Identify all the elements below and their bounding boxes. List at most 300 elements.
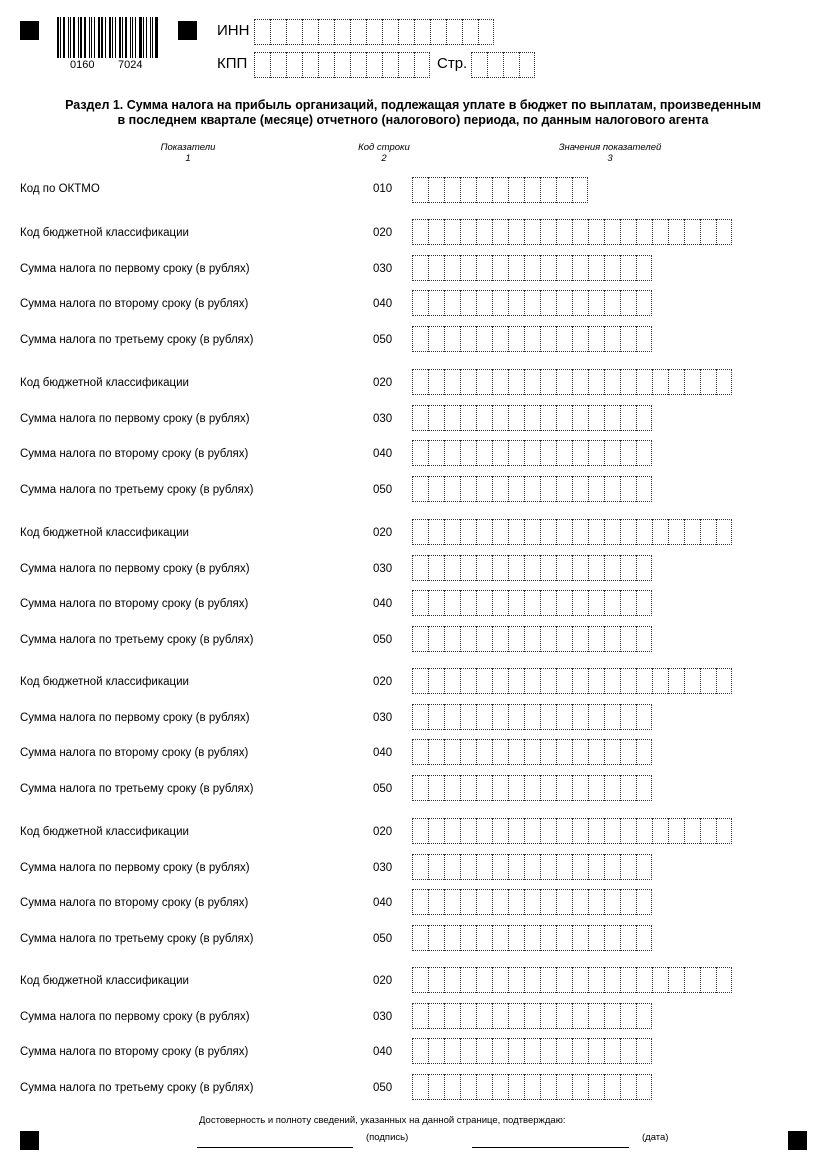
kbk-field[interactable] xyxy=(412,967,732,993)
char-cell[interactable] xyxy=(460,1074,476,1100)
char-cell[interactable] xyxy=(524,739,540,765)
char-cell[interactable] xyxy=(556,818,572,844)
char-cell[interactable] xyxy=(668,668,684,694)
char-cell[interactable] xyxy=(604,668,620,694)
char-cell[interactable] xyxy=(492,1038,508,1064)
tax-second-term-field[interactable] xyxy=(412,889,652,915)
char-cell[interactable] xyxy=(604,476,620,502)
char-cell[interactable] xyxy=(572,854,588,880)
char-cell[interactable] xyxy=(508,818,524,844)
char-cell[interactable] xyxy=(428,476,444,502)
char-cell[interactable] xyxy=(588,405,604,431)
char-cell[interactable] xyxy=(636,405,652,431)
char-cell[interactable] xyxy=(556,925,572,951)
char-cell[interactable] xyxy=(460,405,476,431)
char-cell[interactable] xyxy=(604,369,620,395)
char-cell[interactable] xyxy=(428,854,444,880)
char-cell[interactable] xyxy=(540,590,556,616)
char-cell[interactable] xyxy=(412,925,428,951)
char-cell[interactable] xyxy=(492,818,508,844)
char-cell[interactable] xyxy=(636,704,652,730)
char-cell[interactable] xyxy=(492,590,508,616)
char-cell[interactable] xyxy=(428,405,444,431)
char-cell[interactable] xyxy=(556,1003,572,1029)
char-cell[interactable] xyxy=(366,19,382,45)
char-cell[interactable] xyxy=(460,255,476,281)
char-cell[interactable] xyxy=(428,889,444,915)
char-cell[interactable] xyxy=(428,369,444,395)
char-cell[interactable] xyxy=(588,590,604,616)
char-cell[interactable] xyxy=(412,818,428,844)
char-cell[interactable] xyxy=(508,626,524,652)
char-cell[interactable] xyxy=(428,1038,444,1064)
char-cell[interactable] xyxy=(508,1074,524,1100)
char-cell[interactable] xyxy=(684,369,700,395)
char-cell[interactable] xyxy=(492,326,508,352)
char-cell[interactable] xyxy=(476,626,492,652)
char-cell[interactable] xyxy=(492,854,508,880)
char-cell[interactable] xyxy=(620,889,636,915)
char-cell[interactable] xyxy=(476,326,492,352)
char-cell[interactable] xyxy=(519,52,535,78)
char-cell[interactable] xyxy=(572,1038,588,1064)
char-cell[interactable] xyxy=(492,369,508,395)
char-cell[interactable] xyxy=(620,925,636,951)
char-cell[interactable] xyxy=(412,1038,428,1064)
tax-first-term-field[interactable] xyxy=(412,255,652,281)
char-cell[interactable] xyxy=(350,19,366,45)
char-cell[interactable] xyxy=(620,326,636,352)
char-cell[interactable] xyxy=(540,255,556,281)
char-cell[interactable] xyxy=(444,476,460,502)
char-cell[interactable] xyxy=(508,1038,524,1064)
char-cell[interactable] xyxy=(428,818,444,844)
char-cell[interactable] xyxy=(588,668,604,694)
char-cell[interactable] xyxy=(540,555,556,581)
char-cell[interactable] xyxy=(460,519,476,545)
char-cell[interactable] xyxy=(508,326,524,352)
char-cell[interactable] xyxy=(508,1003,524,1029)
char-cell[interactable] xyxy=(524,519,540,545)
char-cell[interactable] xyxy=(428,925,444,951)
char-cell[interactable] xyxy=(540,219,556,245)
char-cell[interactable] xyxy=(460,219,476,245)
char-cell[interactable] xyxy=(588,1003,604,1029)
char-cell[interactable] xyxy=(412,590,428,616)
char-cell[interactable] xyxy=(428,219,444,245)
char-cell[interactable] xyxy=(636,925,652,951)
char-cell[interactable] xyxy=(476,967,492,993)
char-cell[interactable] xyxy=(350,52,366,78)
char-cell[interactable] xyxy=(444,967,460,993)
char-cell[interactable] xyxy=(508,925,524,951)
char-cell[interactable] xyxy=(492,626,508,652)
char-cell[interactable] xyxy=(492,704,508,730)
char-cell[interactable] xyxy=(556,1038,572,1064)
tax-second-term-field[interactable] xyxy=(412,1038,652,1064)
char-cell[interactable] xyxy=(588,704,604,730)
char-cell[interactable] xyxy=(620,704,636,730)
char-cell[interactable] xyxy=(460,668,476,694)
char-cell[interactable] xyxy=(428,326,444,352)
char-cell[interactable] xyxy=(540,626,556,652)
char-cell[interactable] xyxy=(604,555,620,581)
char-cell[interactable] xyxy=(636,255,652,281)
char-cell[interactable] xyxy=(524,177,540,203)
char-cell[interactable] xyxy=(412,326,428,352)
tax-third-term-field[interactable] xyxy=(412,326,652,352)
char-cell[interactable] xyxy=(572,255,588,281)
char-cell[interactable] xyxy=(540,440,556,466)
char-cell[interactable] xyxy=(556,440,572,466)
char-cell[interactable] xyxy=(700,818,716,844)
tax-third-term-field[interactable] xyxy=(412,775,652,801)
char-cell[interactable] xyxy=(476,219,492,245)
char-cell[interactable] xyxy=(476,519,492,545)
kpp-field[interactable] xyxy=(254,52,430,78)
char-cell[interactable] xyxy=(508,255,524,281)
char-cell[interactable] xyxy=(700,519,716,545)
char-cell[interactable] xyxy=(572,555,588,581)
char-cell[interactable] xyxy=(460,704,476,730)
char-cell[interactable] xyxy=(460,1003,476,1029)
char-cell[interactable] xyxy=(412,476,428,502)
char-cell[interactable] xyxy=(668,219,684,245)
char-cell[interactable] xyxy=(492,476,508,502)
char-cell[interactable] xyxy=(620,739,636,765)
char-cell[interactable] xyxy=(508,555,524,581)
char-cell[interactable] xyxy=(604,626,620,652)
char-cell[interactable] xyxy=(556,177,572,203)
char-cell[interactable] xyxy=(444,889,460,915)
char-cell[interactable] xyxy=(444,668,460,694)
char-cell[interactable] xyxy=(572,177,588,203)
char-cell[interactable] xyxy=(588,1074,604,1100)
char-cell[interactable] xyxy=(652,369,668,395)
char-cell[interactable] xyxy=(636,889,652,915)
char-cell[interactable] xyxy=(604,775,620,801)
char-cell[interactable] xyxy=(524,925,540,951)
char-cell[interactable] xyxy=(492,1003,508,1029)
char-cell[interactable] xyxy=(524,854,540,880)
char-cell[interactable] xyxy=(428,668,444,694)
tax-third-term-field[interactable] xyxy=(412,925,652,951)
char-cell[interactable] xyxy=(636,775,652,801)
char-cell[interactable] xyxy=(476,818,492,844)
char-cell[interactable] xyxy=(444,1038,460,1064)
char-cell[interactable] xyxy=(508,476,524,502)
char-cell[interactable] xyxy=(588,854,604,880)
char-cell[interactable] xyxy=(492,668,508,694)
char-cell[interactable] xyxy=(636,967,652,993)
char-cell[interactable] xyxy=(556,590,572,616)
char-cell[interactable] xyxy=(476,775,492,801)
char-cell[interactable] xyxy=(476,889,492,915)
char-cell[interactable] xyxy=(604,590,620,616)
char-cell[interactable] xyxy=(572,704,588,730)
char-cell[interactable] xyxy=(620,854,636,880)
char-cell[interactable] xyxy=(508,219,524,245)
char-cell[interactable] xyxy=(684,519,700,545)
char-cell[interactable] xyxy=(604,519,620,545)
date-line[interactable] xyxy=(472,1147,629,1148)
char-cell[interactable] xyxy=(476,290,492,316)
char-cell[interactable] xyxy=(428,1003,444,1029)
char-cell[interactable] xyxy=(556,854,572,880)
char-cell[interactable] xyxy=(444,704,460,730)
char-cell[interactable] xyxy=(524,889,540,915)
char-cell[interactable] xyxy=(492,775,508,801)
char-cell[interactable] xyxy=(254,52,270,78)
char-cell[interactable] xyxy=(700,967,716,993)
char-cell[interactable] xyxy=(492,255,508,281)
char-cell[interactable] xyxy=(556,739,572,765)
char-cell[interactable] xyxy=(588,925,604,951)
char-cell[interactable] xyxy=(604,1074,620,1100)
char-cell[interactable] xyxy=(524,775,540,801)
char-cell[interactable] xyxy=(492,739,508,765)
char-cell[interactable] xyxy=(572,369,588,395)
char-cell[interactable] xyxy=(412,519,428,545)
char-cell[interactable] xyxy=(668,967,684,993)
char-cell[interactable] xyxy=(428,177,444,203)
char-cell[interactable] xyxy=(286,52,302,78)
char-cell[interactable] xyxy=(492,967,508,993)
char-cell[interactable] xyxy=(412,1003,428,1029)
char-cell[interactable] xyxy=(428,519,444,545)
char-cell[interactable] xyxy=(476,704,492,730)
char-cell[interactable] xyxy=(508,290,524,316)
char-cell[interactable] xyxy=(620,369,636,395)
char-cell[interactable] xyxy=(444,326,460,352)
char-cell[interactable] xyxy=(588,775,604,801)
char-cell[interactable] xyxy=(572,326,588,352)
char-cell[interactable] xyxy=(636,290,652,316)
char-cell[interactable] xyxy=(428,290,444,316)
char-cell[interactable] xyxy=(446,19,462,45)
char-cell[interactable] xyxy=(540,1038,556,1064)
char-cell[interactable] xyxy=(478,19,494,45)
char-cell[interactable] xyxy=(444,555,460,581)
char-cell[interactable] xyxy=(540,775,556,801)
char-cell[interactable] xyxy=(460,440,476,466)
char-cell[interactable] xyxy=(412,1074,428,1100)
char-cell[interactable] xyxy=(588,519,604,545)
char-cell[interactable] xyxy=(620,668,636,694)
char-cell[interactable] xyxy=(588,369,604,395)
char-cell[interactable] xyxy=(444,255,460,281)
char-cell[interactable] xyxy=(412,854,428,880)
char-cell[interactable] xyxy=(462,19,478,45)
char-cell[interactable] xyxy=(588,219,604,245)
char-cell[interactable] xyxy=(556,369,572,395)
char-cell[interactable] xyxy=(524,440,540,466)
char-cell[interactable] xyxy=(604,854,620,880)
signature-line[interactable] xyxy=(197,1147,353,1148)
char-cell[interactable] xyxy=(492,555,508,581)
char-cell[interactable] xyxy=(492,405,508,431)
char-cell[interactable] xyxy=(412,626,428,652)
tax-third-term-field[interactable] xyxy=(412,626,652,652)
char-cell[interactable] xyxy=(460,854,476,880)
char-cell[interactable] xyxy=(444,219,460,245)
char-cell[interactable] xyxy=(428,1074,444,1100)
char-cell[interactable] xyxy=(556,775,572,801)
char-cell[interactable] xyxy=(540,405,556,431)
char-cell[interactable] xyxy=(540,369,556,395)
char-cell[interactable] xyxy=(540,854,556,880)
char-cell[interactable] xyxy=(412,889,428,915)
char-cell[interactable] xyxy=(476,854,492,880)
char-cell[interactable] xyxy=(508,854,524,880)
char-cell[interactable] xyxy=(668,818,684,844)
char-cell[interactable] xyxy=(444,925,460,951)
char-cell[interactable] xyxy=(572,519,588,545)
char-cell[interactable] xyxy=(334,52,350,78)
char-cell[interactable] xyxy=(684,967,700,993)
char-cell[interactable] xyxy=(668,519,684,545)
char-cell[interactable] xyxy=(524,369,540,395)
char-cell[interactable] xyxy=(556,290,572,316)
char-cell[interactable] xyxy=(382,19,398,45)
char-cell[interactable] xyxy=(444,519,460,545)
char-cell[interactable] xyxy=(620,405,636,431)
char-cell[interactable] xyxy=(572,925,588,951)
char-cell[interactable] xyxy=(620,775,636,801)
char-cell[interactable] xyxy=(620,519,636,545)
char-cell[interactable] xyxy=(412,739,428,765)
char-cell[interactable] xyxy=(476,1003,492,1029)
char-cell[interactable] xyxy=(492,440,508,466)
char-cell[interactable] xyxy=(636,739,652,765)
char-cell[interactable] xyxy=(254,19,270,45)
char-cell[interactable] xyxy=(540,476,556,502)
char-cell[interactable] xyxy=(604,290,620,316)
tax-first-term-field[interactable] xyxy=(412,405,652,431)
char-cell[interactable] xyxy=(572,775,588,801)
char-cell[interactable] xyxy=(428,626,444,652)
char-cell[interactable] xyxy=(492,290,508,316)
char-cell[interactable] xyxy=(444,775,460,801)
char-cell[interactable] xyxy=(524,967,540,993)
char-cell[interactable] xyxy=(540,177,556,203)
char-cell[interactable] xyxy=(476,668,492,694)
char-cell[interactable] xyxy=(540,967,556,993)
kbk-field[interactable] xyxy=(412,219,732,245)
char-cell[interactable] xyxy=(318,19,334,45)
char-cell[interactable] xyxy=(572,739,588,765)
char-cell[interactable] xyxy=(716,668,732,694)
char-cell[interactable] xyxy=(620,1038,636,1064)
char-cell[interactable] xyxy=(412,219,428,245)
char-cell[interactable] xyxy=(428,255,444,281)
char-cell[interactable] xyxy=(572,818,588,844)
char-cell[interactable] xyxy=(444,369,460,395)
char-cell[interactable] xyxy=(684,219,700,245)
char-cell[interactable] xyxy=(524,290,540,316)
char-cell[interactable] xyxy=(524,1074,540,1100)
page-number-field[interactable] xyxy=(471,52,535,78)
char-cell[interactable] xyxy=(620,1074,636,1100)
char-cell[interactable] xyxy=(540,925,556,951)
char-cell[interactable] xyxy=(556,967,572,993)
char-cell[interactable] xyxy=(460,177,476,203)
char-cell[interactable] xyxy=(476,476,492,502)
char-cell[interactable] xyxy=(636,1003,652,1029)
char-cell[interactable] xyxy=(716,818,732,844)
char-cell[interactable] xyxy=(471,52,487,78)
char-cell[interactable] xyxy=(540,326,556,352)
char-cell[interactable] xyxy=(556,1074,572,1100)
char-cell[interactable] xyxy=(524,818,540,844)
char-cell[interactable] xyxy=(636,326,652,352)
char-cell[interactable] xyxy=(444,1074,460,1100)
char-cell[interactable] xyxy=(460,818,476,844)
char-cell[interactable] xyxy=(540,1003,556,1029)
char-cell[interactable] xyxy=(412,255,428,281)
char-cell[interactable] xyxy=(412,440,428,466)
char-cell[interactable] xyxy=(444,405,460,431)
char-cell[interactable] xyxy=(620,626,636,652)
char-cell[interactable] xyxy=(302,19,318,45)
tax-second-term-field[interactable] xyxy=(412,440,652,466)
char-cell[interactable] xyxy=(508,177,524,203)
char-cell[interactable] xyxy=(604,967,620,993)
char-cell[interactable] xyxy=(540,519,556,545)
char-cell[interactable] xyxy=(636,1038,652,1064)
char-cell[interactable] xyxy=(636,440,652,466)
char-cell[interactable] xyxy=(556,668,572,694)
char-cell[interactable] xyxy=(524,555,540,581)
char-cell[interactable] xyxy=(524,219,540,245)
char-cell[interactable] xyxy=(604,405,620,431)
char-cell[interactable] xyxy=(444,854,460,880)
char-cell[interactable] xyxy=(604,925,620,951)
char-cell[interactable] xyxy=(398,19,414,45)
char-cell[interactable] xyxy=(620,555,636,581)
char-cell[interactable] xyxy=(460,925,476,951)
char-cell[interactable] xyxy=(492,925,508,951)
char-cell[interactable] xyxy=(620,219,636,245)
char-cell[interactable] xyxy=(588,326,604,352)
char-cell[interactable] xyxy=(652,519,668,545)
char-cell[interactable] xyxy=(540,818,556,844)
char-cell[interactable] xyxy=(524,1038,540,1064)
char-cell[interactable] xyxy=(604,440,620,466)
char-cell[interactable] xyxy=(604,1038,620,1064)
char-cell[interactable] xyxy=(476,1074,492,1100)
char-cell[interactable] xyxy=(540,889,556,915)
char-cell[interactable] xyxy=(636,519,652,545)
char-cell[interactable] xyxy=(476,590,492,616)
tax-second-term-field[interactable] xyxy=(412,590,652,616)
char-cell[interactable] xyxy=(668,369,684,395)
char-cell[interactable] xyxy=(412,405,428,431)
char-cell[interactable] xyxy=(636,476,652,502)
tax-third-term-field[interactable] xyxy=(412,1074,652,1100)
char-cell[interactable] xyxy=(716,369,732,395)
char-cell[interactable] xyxy=(460,290,476,316)
char-cell[interactable] xyxy=(588,440,604,466)
char-cell[interactable] xyxy=(524,626,540,652)
char-cell[interactable] xyxy=(476,925,492,951)
char-cell[interactable] xyxy=(508,668,524,694)
char-cell[interactable] xyxy=(636,668,652,694)
char-cell[interactable] xyxy=(588,555,604,581)
char-cell[interactable] xyxy=(572,626,588,652)
char-cell[interactable] xyxy=(524,668,540,694)
char-cell[interactable] xyxy=(460,1038,476,1064)
